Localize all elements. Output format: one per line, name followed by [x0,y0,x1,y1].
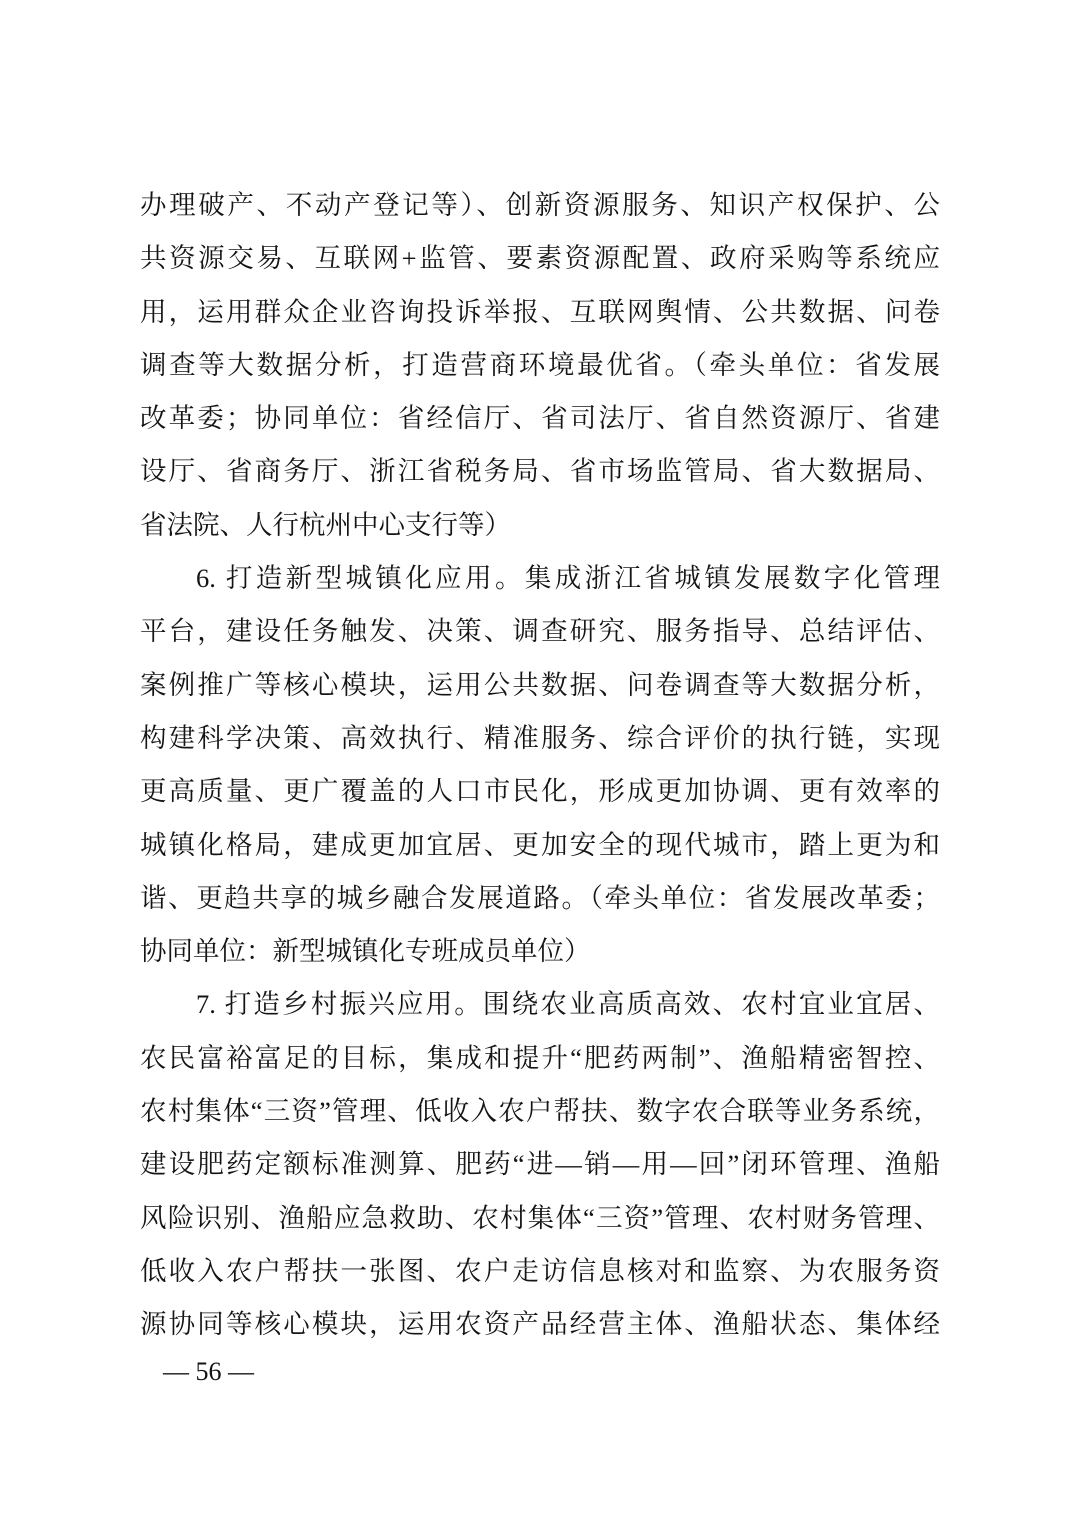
paragraph-line: 6. 打造新型城镇化应用。集成浙江省城镇发展数字化管理 [196,563,940,594]
paragraph-line: 构建科学决策、高效执行、精准服务、综合评价的执行链，实现 [140,722,940,753]
paragraph-line: 调查等大数据分析，打造营商环境最优省。（牵头单位：省发展 [140,349,940,380]
paragraph-line: 改革委；协同单位：省经信厅、省司法厅、省自然资源厅、省建 [140,403,940,434]
body-text [140,179,940,1352]
paragraph-item-6 [140,552,940,978]
paragraph-line: 案例推广等核心模块，运用公共数据、问卷调查等大数据分析， [140,669,940,700]
paragraph-line: 平台，建设任务触发、决策、调查研究、服务指导、总结评估、 [140,616,940,647]
paragraph-line: 低收入农户帮扶一张图、农户走访信息核对和监察、为农服务资 [140,1255,940,1286]
paragraph-line: 风险识别、渔船应急救助、农村集体“三资”管理、农村财务管理、 [140,1202,940,1233]
paragraph-line: 谐、更趋共享的城乡融合发展道路。（牵头单位：省发展改革委； [140,882,940,913]
paragraph-line: 7. 打造乡村振兴应用。围绕农业高质高效、农村宜业宜居、 [196,989,940,1020]
paragraph-line: 协同单位：新型城镇化专班成员单位） [140,936,591,967]
paragraph-line: 办理破产、不动产登记等）、创新资源服务、知识产权保护、公 [140,190,940,220]
paragraph-line: 用，运用群众企业咨询投诉举报、互联网舆情、公共数据、问卷 [140,296,940,327]
paragraph-line: 农民富裕富足的目标，集成和提升“肥药两制”、渔船精密智控、 [140,1042,940,1073]
paragraph-line: 设厅、省商务厅、浙江省税务局、省市场监管局、省大数据局、 [140,456,940,487]
paragraph-line: 源协同等核心模块，运用农资产品经营主体、渔船状态、集体经 [140,1309,940,1340]
paragraph-line: 更高质量、更广覆盖的人口市民化，形成更加协调、更有效率的 [140,776,940,807]
paragraph-item-7 [140,978,940,1351]
paragraph-line: 农村集体“三资”管理、低收入农户帮扶、数字农合联等业务系统， [140,1096,940,1127]
paragraph-line: 建设肥药定额标准测算、肥药“进—销—用—回”闭环管理、渔船 [140,1149,940,1180]
paragraph-continuation [140,179,940,552]
page-number: — 56 — [163,1357,254,1386]
paragraph-line: 城镇化格局，建成更加宜居、更加安全的现代城市，踏上更为和 [140,829,940,860]
paragraph-line: 共资源交易、互联网+监管、要素资源配置、政府采购等系统应 [140,243,940,274]
paragraph-line: 省法院、人行杭州中心支行等） [140,509,511,540]
